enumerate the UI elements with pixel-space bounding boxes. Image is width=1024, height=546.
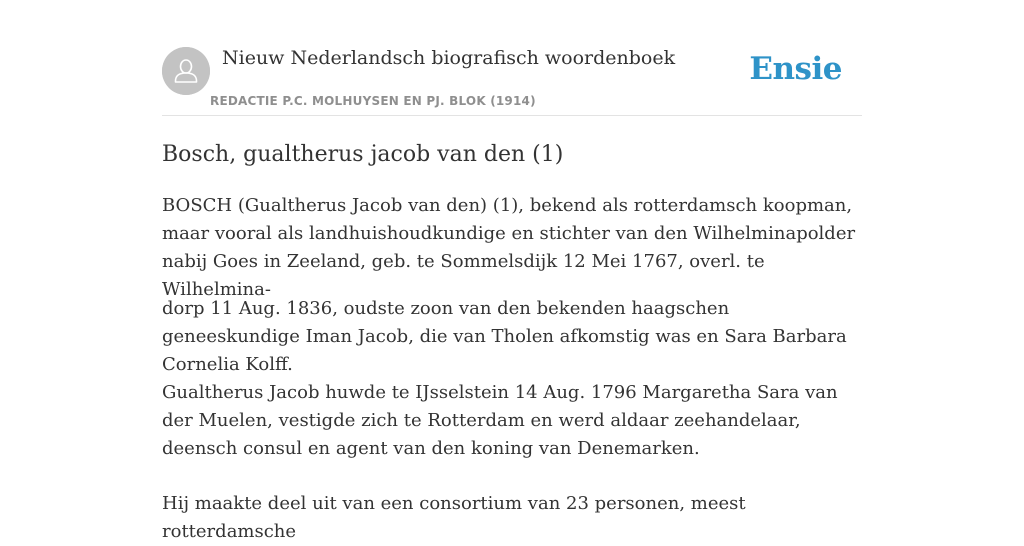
book-title[interactable]: Nieuw Nederlandsch biografisch woordenboek [222,47,676,69]
book-header [162,0,862,116]
entry-paragraph-1: BOSCH (Gualtherus Jacob van den) (1), bekend als rotterdamsch koopman, maar vooral als landhuishoudkundige en stichter van den Wilhelminapolder nabij Goes in Zeeland, geb. te Sommelsdijk 12 Mei 1767, overl. te Wilhelmina- [162,195,856,300]
content-container [162,0,862,542]
book-editors: REDACTIE P.C. MOLHUYSEN EN PJ. BLOK (1914) [210,94,536,108]
entry-paragraph-4: Hij maakte deel uit van een consortium van 23 personen, meest rotterdamsche [162,493,746,542]
user-avatar-icon[interactable] [162,47,210,95]
entry-title: Bosch, gualtherus jacob van den (1) [162,142,564,167]
entry-paragraph-2: dorp 11 Aug. 1836, oudste zoon van den bekenden haagschen geneeskundige Iman Jacob, die van Tholen afkomstig was en Sara Barbara Cornelia Kolff. [162,298,847,375]
entry-paragraph-3: Gualtherus Jacob huwde te IJsselstein 14 Aug. 1796 Margaretha Sara van der Muelen, vestigde zich te Rotterdam en werd aldaar zeehandelaar, deensch consul en agent van den koning van Denemarken. [162,382,838,459]
ensie-logo-link[interactable]: Ensie [749,51,842,87]
